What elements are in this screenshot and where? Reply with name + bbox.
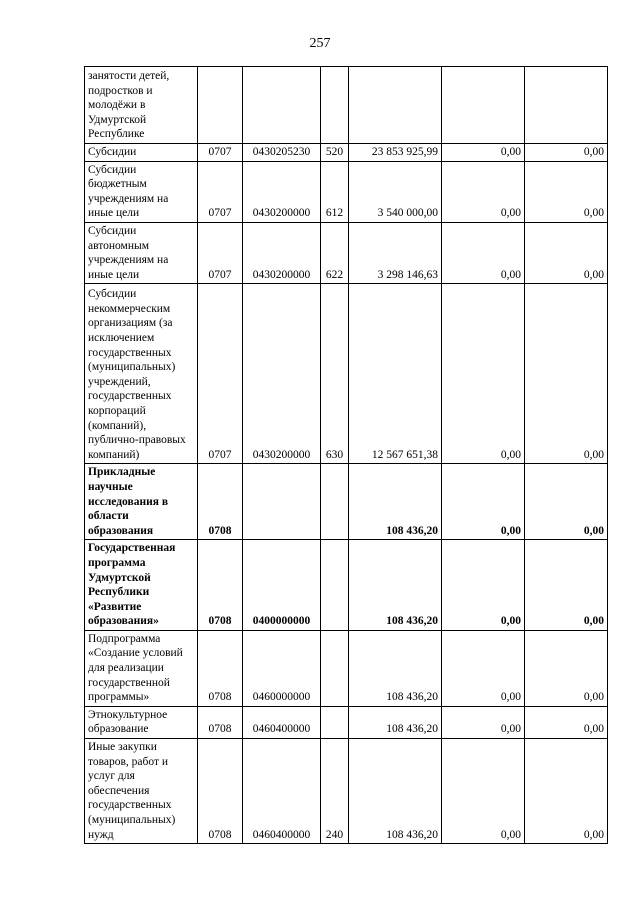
row-name: Субсидии бюджетным учреждениям на иные цели xyxy=(85,161,198,222)
row-expense-type xyxy=(321,706,349,738)
row-name: Субсидии автономным учреждениям на иные цели xyxy=(85,222,198,283)
row-amount: 108 436,20 xyxy=(349,739,442,844)
row-target-code: 0430205230 xyxy=(243,144,321,162)
table-row xyxy=(85,540,608,631)
row-value-2: 0,00 xyxy=(442,540,525,631)
row-amount: 108 436,20 xyxy=(349,630,442,706)
row-amount: 23 853 925,99 xyxy=(349,144,442,162)
row-value-2: 0,00 xyxy=(442,161,525,222)
row-value-3: 0,00 xyxy=(525,706,608,738)
row-value-3: 0,00 xyxy=(525,739,608,844)
budget-table xyxy=(84,66,608,844)
row-section: 0707 xyxy=(198,144,243,162)
row-name: Подпрограмма «Создание условий для реализации государственной программы» xyxy=(85,630,198,706)
row-target-code xyxy=(243,464,321,540)
row-amount: 108 436,20 xyxy=(349,706,442,738)
row-value-3: 0,00 xyxy=(525,284,608,464)
row-expense-type: 630 xyxy=(321,284,349,464)
row-section: 0707 xyxy=(198,284,243,464)
row-name: Иные закупки товаров, работ и услуг для обеспечения государственных (муниципальных) нужд xyxy=(85,739,198,844)
row-expense-type xyxy=(321,464,349,540)
row-section xyxy=(198,67,243,144)
row-expense-type xyxy=(321,630,349,706)
row-expense-type xyxy=(321,540,349,631)
table-row xyxy=(85,284,608,464)
row-amount: 108 436,20 xyxy=(349,464,442,540)
row-name: Субсидии некоммерческим организациям (за исключением государственных (муниципальных) учреждений, государственных корпораций (компаний), публично-правовых компаний) xyxy=(85,284,198,464)
row-value-2: 0,00 xyxy=(442,630,525,706)
row-section: 0707 xyxy=(198,222,243,283)
row-expense-type: 622 xyxy=(321,222,349,283)
row-target-code: 0460400000 xyxy=(243,706,321,738)
row-target-code: 0430200000 xyxy=(243,222,321,283)
row-amount: 3 298 146,63 xyxy=(349,222,442,283)
row-expense-type: 240 xyxy=(321,739,349,844)
row-value-3: 0,00 xyxy=(525,464,608,540)
row-value-2: 0,00 xyxy=(442,222,525,283)
row-value-3: 0,00 xyxy=(525,630,608,706)
row-section: 0708 xyxy=(198,464,243,540)
table-row xyxy=(85,67,608,144)
row-value-3: 0,00 xyxy=(525,540,608,631)
table-row xyxy=(85,222,608,283)
row-target-code: 0430200000 xyxy=(243,284,321,464)
row-value-2 xyxy=(442,67,525,144)
row-name: Государственная программа Удмуртской Республики «Развитие образования» xyxy=(85,540,198,631)
row-expense-type: 612 xyxy=(321,161,349,222)
row-name: занятости детей, подростков и молодёжи в Удмуртской Республике xyxy=(85,67,198,144)
table-row xyxy=(85,144,608,162)
row-target-code xyxy=(243,67,321,144)
row-target-code: 0460000000 xyxy=(243,630,321,706)
row-value-2: 0,00 xyxy=(442,706,525,738)
row-value-2: 0,00 xyxy=(442,464,525,540)
row-amount: 12 567 651,38 xyxy=(349,284,442,464)
row-target-code: 0400000000 xyxy=(243,540,321,631)
row-value-2: 0,00 xyxy=(442,284,525,464)
row-section: 0708 xyxy=(198,630,243,706)
row-value-3: 0,00 xyxy=(525,161,608,222)
row-value-3: 0,00 xyxy=(525,144,608,162)
row-expense-type: 520 xyxy=(321,144,349,162)
row-amount: 108 436,20 xyxy=(349,540,442,631)
row-section: 0708 xyxy=(198,739,243,844)
row-value-2: 0,00 xyxy=(442,739,525,844)
table-row xyxy=(85,630,608,706)
row-value-3: 0,00 xyxy=(525,222,608,283)
row-name: Этнокультурное образование xyxy=(85,706,198,738)
row-section: 0708 xyxy=(198,706,243,738)
row-section: 0708 xyxy=(198,540,243,631)
row-value-3 xyxy=(525,67,608,144)
row-target-code: 0430200000 xyxy=(243,161,321,222)
row-section: 0707 xyxy=(198,161,243,222)
table-row xyxy=(85,464,608,540)
page-number: 257 xyxy=(309,36,331,51)
row-name: Субсидии xyxy=(85,144,198,162)
row-name: Прикладные научные исследования в области образования xyxy=(85,464,198,540)
row-amount: 3 540 000,00 xyxy=(349,161,442,222)
row-value-2: 0,00 xyxy=(442,144,525,162)
table-row xyxy=(85,161,608,222)
row-target-code: 0460400000 xyxy=(243,739,321,844)
table-row xyxy=(85,706,608,738)
table-row xyxy=(85,739,608,844)
row-amount xyxy=(349,67,442,144)
row-expense-type xyxy=(321,67,349,144)
